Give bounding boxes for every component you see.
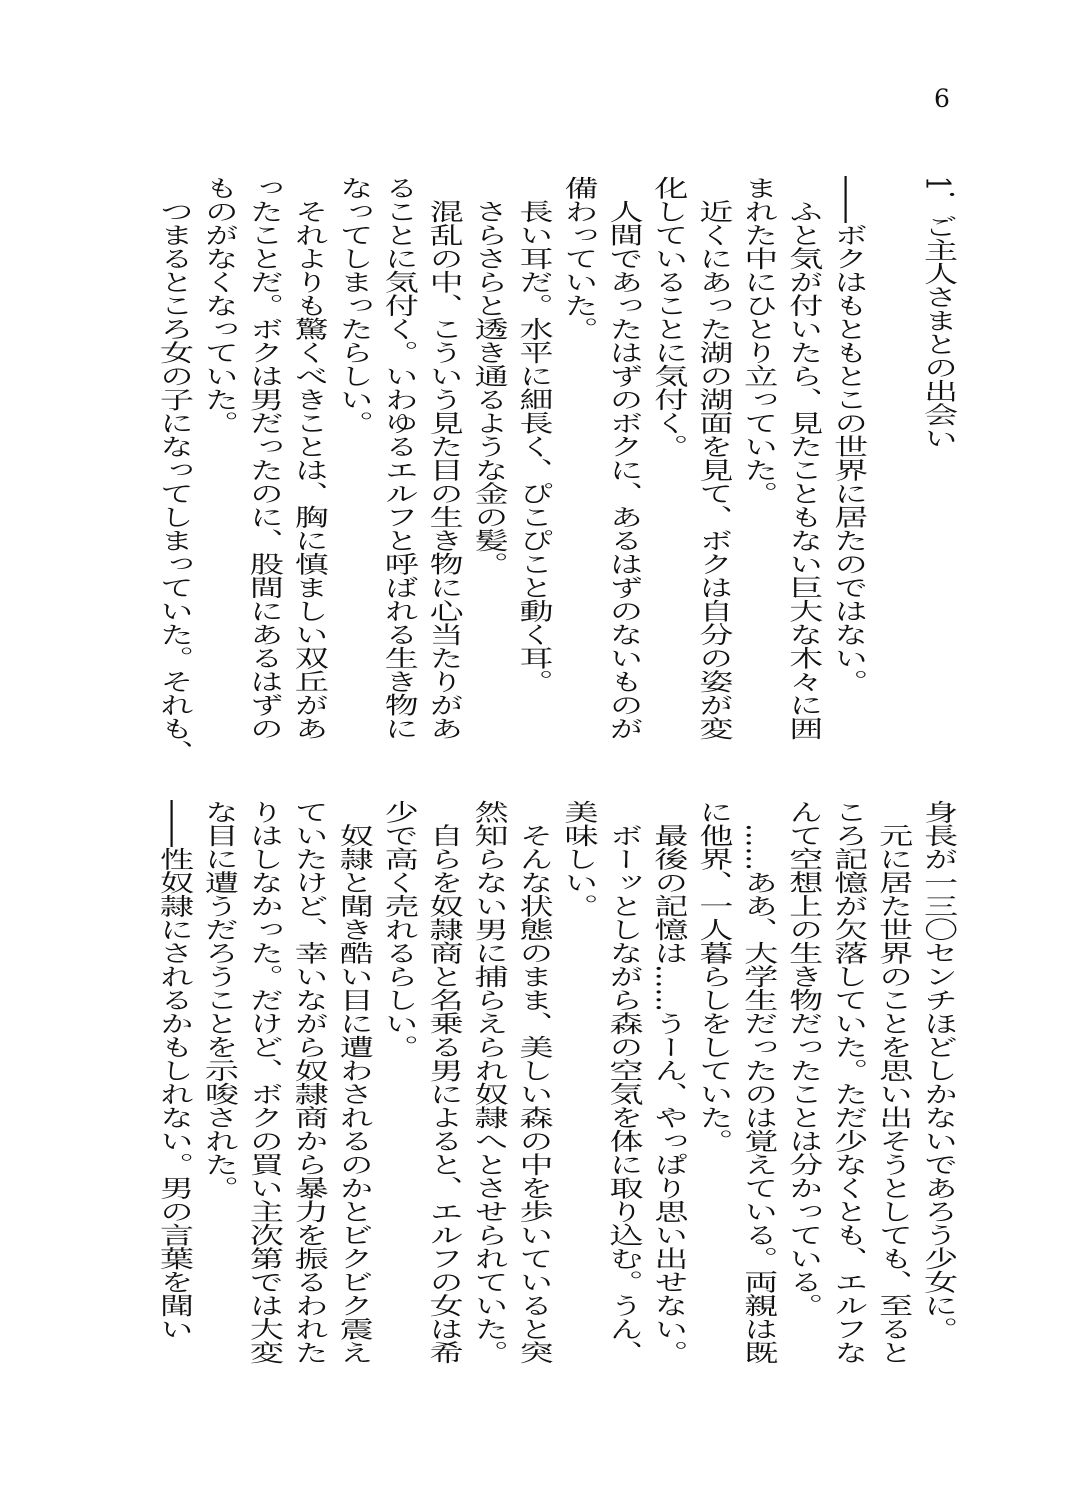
text-line: 化していることに気付く。 <box>648 176 689 458</box>
text-line: 自らを奴隷商と名乗る男によると、エルフの女は希 <box>423 800 465 1364</box>
text-line: ったことだ。ボクは男だったのに、股間にあるはずの <box>243 176 285 740</box>
blank-line <box>870 176 915 776</box>
text-line: りはしなかった。だけど、ボクの買い主次第では大変 <box>243 800 285 1364</box>
text-line: んて空想上の生き物だったことは分かっている。 <box>783 800 824 1317</box>
text-line: 元に居た世界のことを思い出そうとしても、至ると <box>873 800 914 1364</box>
upper-text-block <box>151 176 960 776</box>
text-line: ……ああ、大学生だったのは覚えている。両親は既 <box>738 800 779 1364</box>
text-line: 身長が一三〇センチほどしかないであろう少女に。 <box>917 800 959 1341</box>
text-line: そんな状態のまま、美しい森の中を歩いていると突 <box>513 800 554 1364</box>
lower-text-block <box>151 800 960 1400</box>
text-line: ものがなくなっていた。 <box>198 176 240 435</box>
text-line: 近くにあった湖の湖面を見て、ボクは自分の姿が変 <box>693 176 734 740</box>
text-line: 少で高く売れるらしい。 <box>378 800 420 1059</box>
text-line: 人間であったはずのボクに、あるはずのないものが <box>603 176 644 740</box>
text-line: ボーッとしながら森の空気を体に取り込む。うん、 <box>603 800 644 1364</box>
text-line: 然知らない男に捕らえられ奴隷へとさせられていた。 <box>468 800 510 1364</box>
text-line: ることに気付く。いわゆるエルフと呼ばれる生き物に <box>378 176 420 740</box>
text-line: ――性奴隷にされるかもしれない。男の言葉を聞い <box>153 800 195 1341</box>
text-line: つまるところ女の子になってしまっていた。それも、 <box>153 176 195 764</box>
text-line: に他界、一人暮らしをしていた。 <box>693 800 734 1153</box>
text-line: 長い耳だ。水平に細長く、ぴこぴこと動く耳。 <box>513 176 554 693</box>
text-line: ていたけど、幸いながら奴隷商から暴力を振るわれた <box>288 800 330 1364</box>
text-line: 美味しい。 <box>558 800 599 918</box>
text-line: まれた中にひとり立っていた。 <box>738 176 779 505</box>
text-line: さらさらと透き通るような金の髪。 <box>468 176 510 576</box>
text-line: 奴隷と聞き酷い目に遭わされるのかとビクビク震え <box>333 800 375 1364</box>
chapter-title: 1．ご主人さまとの出会い <box>917 176 959 450</box>
text-line: 最後の記憶は……うーん、やっぱり思い出せない。 <box>648 800 689 1364</box>
text-line: 混乱の中、こういう見た目の生き物に心当たりがあ <box>423 176 465 740</box>
text-line: ――ボクはもともとこの世界に居たのではない。 <box>828 176 869 693</box>
text-line: な目に遭うだろうことを示唆された。 <box>198 800 240 1200</box>
text-line: なってしまったらしい。 <box>333 176 375 435</box>
page-number: 6 <box>934 84 950 113</box>
text-line: ふと気が付いたら、見たこともない巨大な木々に囲 <box>783 176 824 740</box>
text-line: それよりも驚くべきことは、胸に慎ましい双丘があ <box>288 176 330 740</box>
text-line: 備わっていた。 <box>558 176 599 341</box>
text-line: ころ記憶が欠落していた。ただ少なくとも、エルフな <box>828 800 869 1364</box>
